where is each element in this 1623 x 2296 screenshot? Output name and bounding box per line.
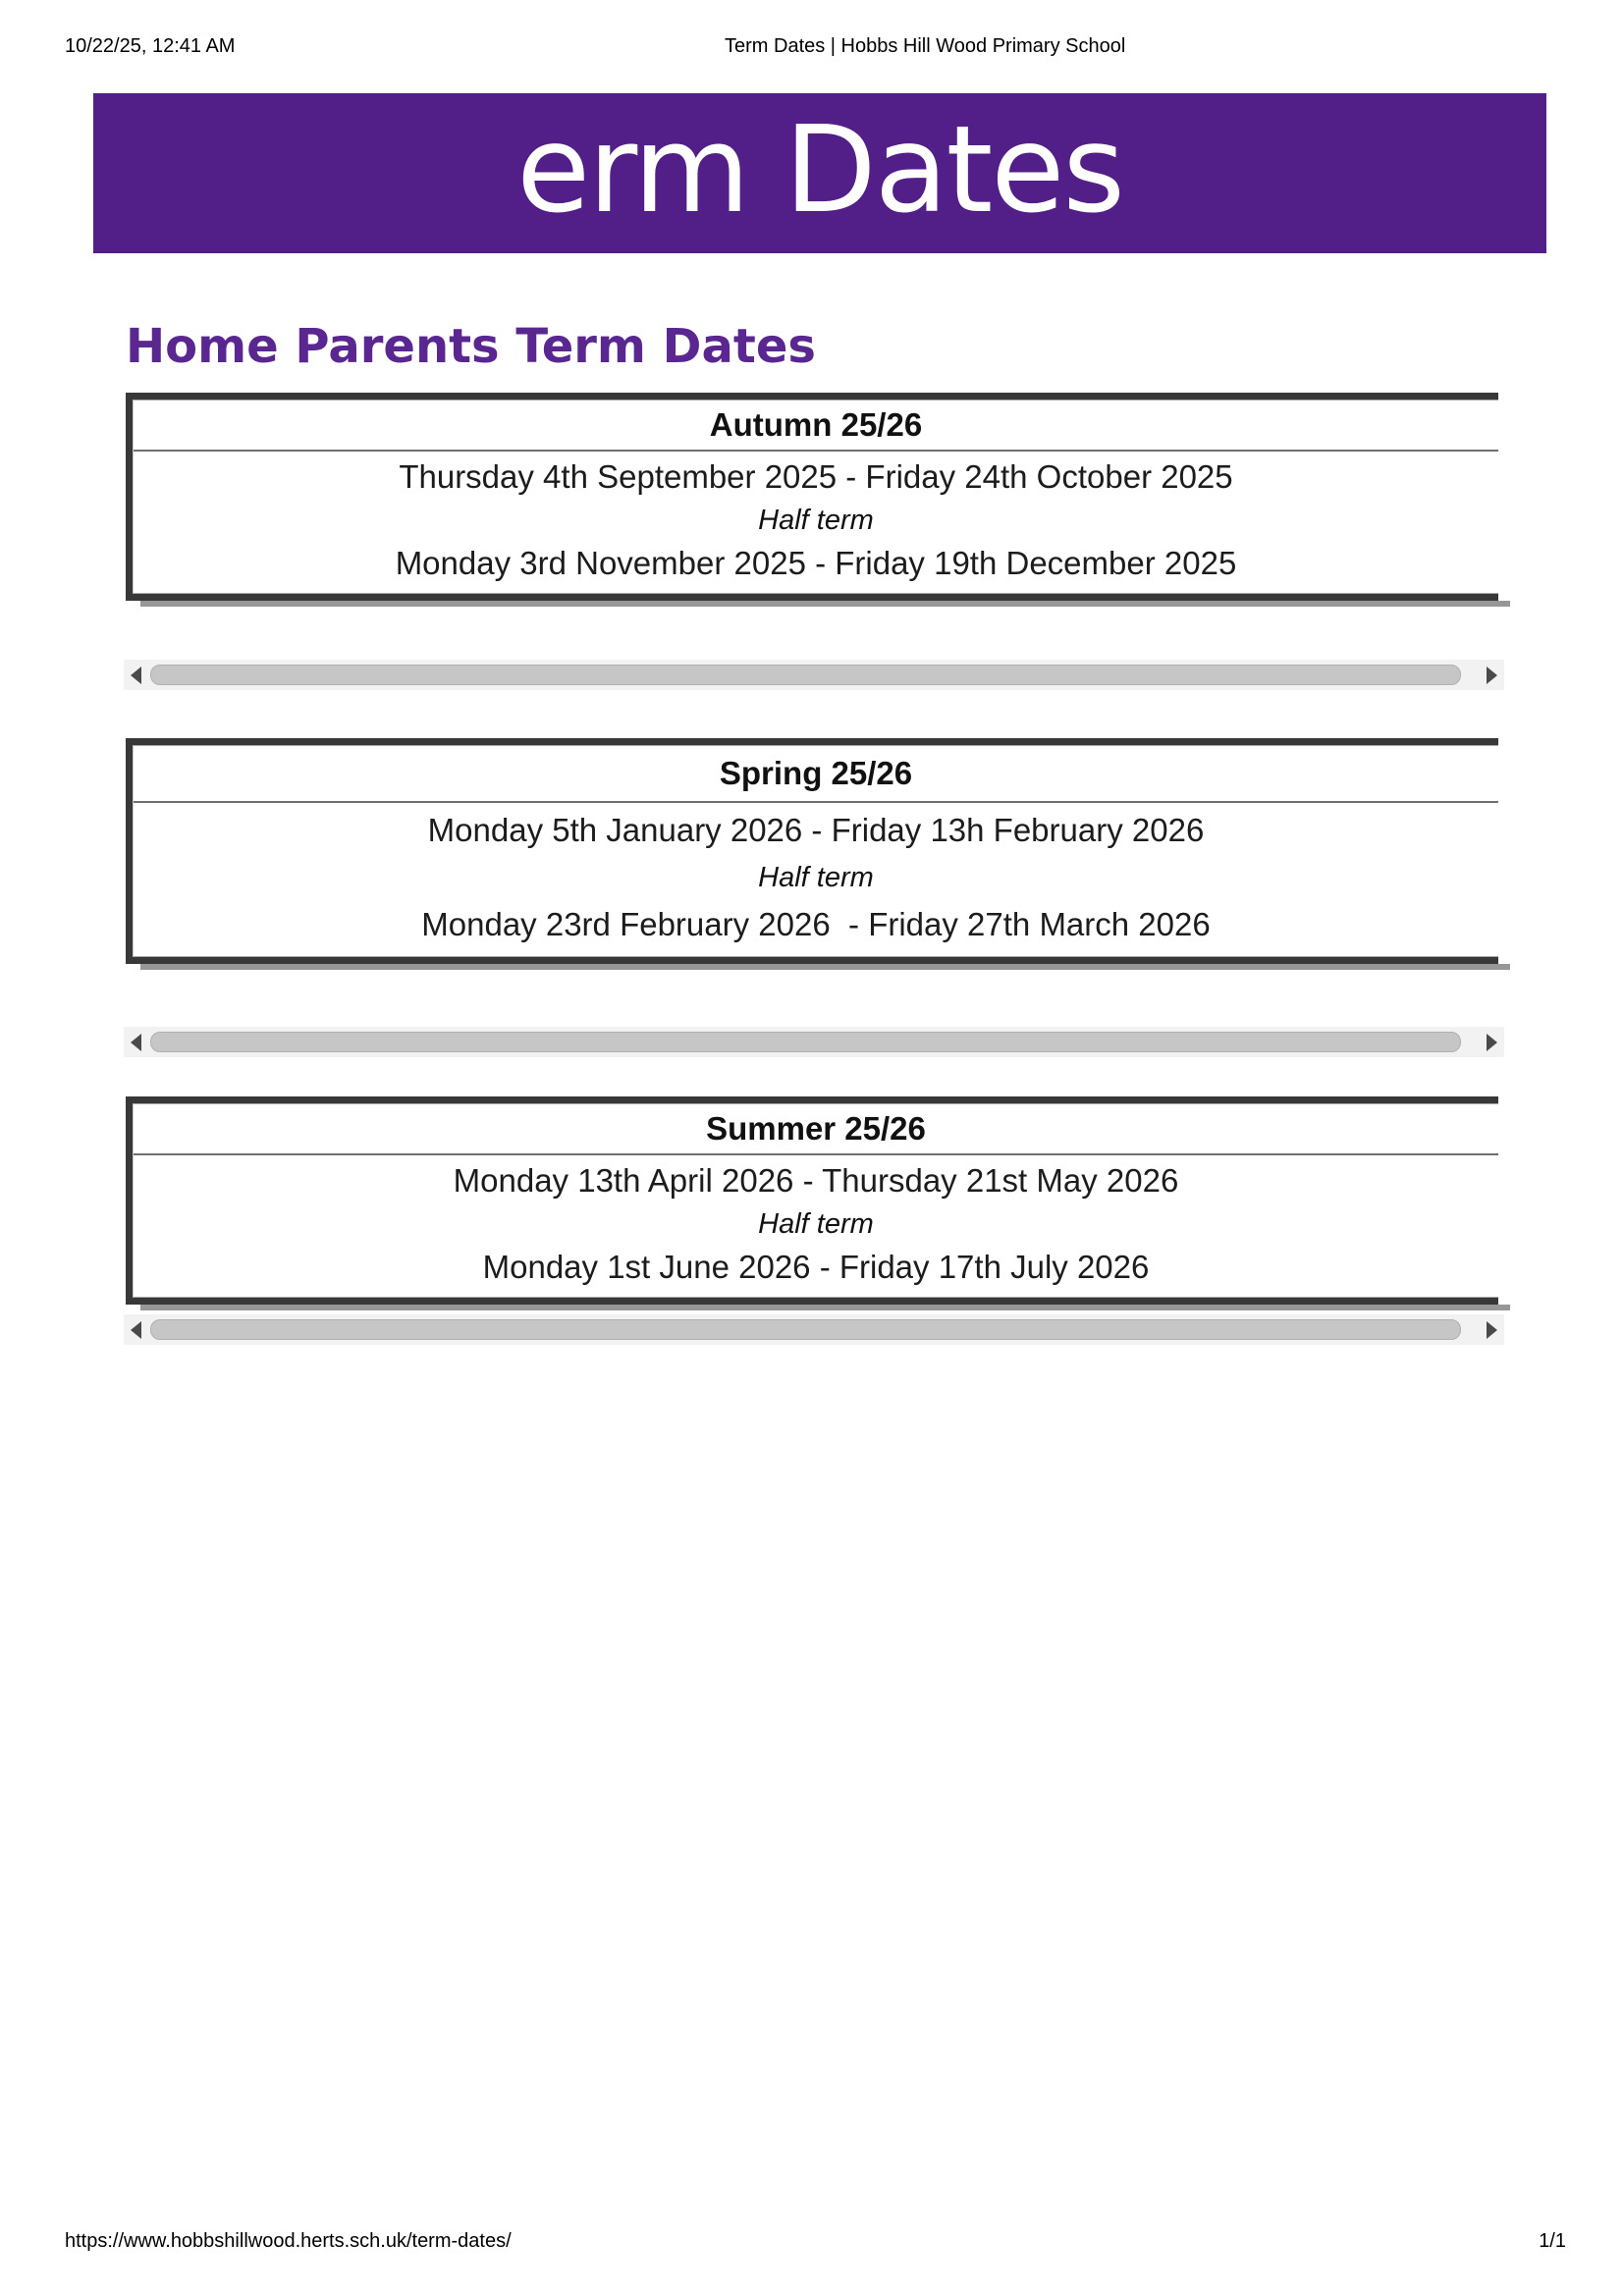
page-heading: Home Parents Term Dates	[126, 319, 816, 375]
table-header: Summer 25/26	[134, 1104, 1498, 1155]
scrollbar-thumb[interactable]	[150, 665, 1461, 685]
table-row: Monday 5th January 2026 - Friday 13h February 2026	[427, 812, 1205, 848]
scroll-left-arrow-icon[interactable]	[131, 1321, 141, 1339]
half-term-row: Half term	[758, 1208, 874, 1240]
term-table-spring-inner	[133, 745, 1498, 957]
scroll-right-arrow-icon[interactable]	[1487, 1321, 1497, 1339]
table-body	[134, 1155, 1498, 1297]
term-table-autumn-inner	[133, 400, 1498, 594]
horizontal-scrollbar[interactable]	[124, 660, 1504, 690]
horizontal-scrollbar[interactable]	[124, 1314, 1504, 1345]
print-footer-url: https://www.hobbshillwood.herts.sch.uk/term-dates/	[65, 2230, 512, 2252]
table-row: Monday 3rd November 2025 - Friday 19th December 2025	[395, 545, 1237, 581]
scroll-left-arrow-icon[interactable]	[131, 1034, 141, 1051]
term-table-summer	[126, 1096, 1498, 1305]
hero-banner	[93, 93, 1546, 253]
table-row: Thursday 4th September 2025 - Friday 24th October 2025	[399, 458, 1233, 495]
scroll-left-arrow-icon[interactable]	[131, 667, 141, 684]
term-table-autumn	[126, 393, 1498, 601]
table-body	[134, 452, 1498, 593]
table-row: Monday 23rd February 2026 - Friday 27th March 2026	[421, 906, 1211, 942]
print-footer-page-number: 1/1	[1539, 2230, 1566, 2252]
scroll-right-arrow-icon[interactable]	[1487, 1034, 1497, 1051]
print-timestamp: 10/22/25, 12:41 AM	[65, 35, 236, 57]
table-row: Monday 1st June 2026 - Friday 17th July 2026	[482, 1249, 1150, 1285]
half-term-row: Half term	[758, 862, 874, 893]
term-table-spring	[126, 738, 1498, 964]
banner-title: erm Dates	[516, 99, 1123, 240]
scrollbar-thumb[interactable]	[150, 1032, 1461, 1052]
scrollbar-thumb[interactable]	[150, 1319, 1461, 1340]
print-document-title: Term Dates | Hobbs Hill Wood Primary School	[725, 35, 1126, 57]
scroll-right-arrow-icon[interactable]	[1487, 667, 1497, 684]
table-header: Autumn 25/26	[134, 400, 1498, 452]
horizontal-scrollbar[interactable]	[124, 1027, 1504, 1057]
half-term-row: Half term	[758, 505, 874, 536]
table-header: Spring 25/26	[134, 746, 1498, 803]
term-table-summer-inner	[133, 1103, 1498, 1298]
table-body	[134, 803, 1498, 956]
table-row: Monday 13th April 2026 - Thursday 21st May 2026	[453, 1162, 1179, 1199]
